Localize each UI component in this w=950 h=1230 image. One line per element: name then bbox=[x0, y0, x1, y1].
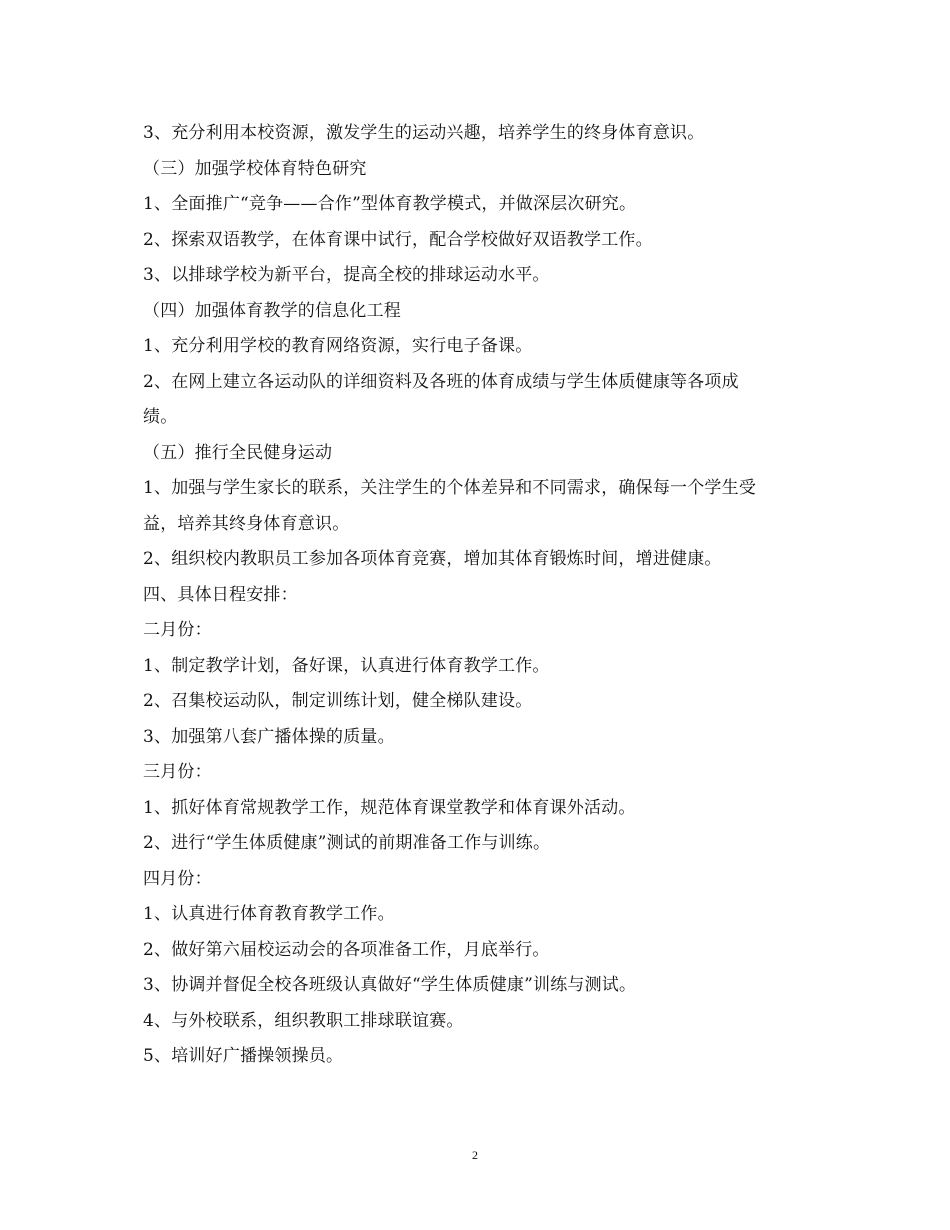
section-heading: （五）推行全民健身运动 bbox=[143, 442, 333, 463]
text-line: 4、与外校联系，组织教职工排球联谊赛。 bbox=[143, 1010, 464, 1031]
text-line: 1、充分利用学校的教育网络资源，实行电子备课。 bbox=[143, 336, 533, 356]
text-line: 5、培训好广播操领操员。 bbox=[143, 1046, 344, 1066]
text-line: 2、在网上建立各运动队的详细资料及各班的体育成绩与学生体质健康等各项成 bbox=[143, 371, 739, 392]
text-line: 1、制定教学计划，备好课，认真进行体育教学工作。 bbox=[143, 655, 550, 676]
text-line: 2、召集校运动队，制定训练计划，健全梯队建设。 bbox=[143, 691, 533, 711]
text-line: 益，培养其终身体育意识。 bbox=[143, 513, 350, 534]
month-heading: 四月份： bbox=[143, 868, 212, 889]
text-line: 1、认真进行体育教育教学工作。 bbox=[143, 904, 395, 924]
text-line: 2、组织校内教职员工参加各项体育竞赛，增加其体育锻炼时间，增进健康。 bbox=[143, 549, 722, 569]
text-line: 3、以排球学校为新平台，提高全校的排球运动水平。 bbox=[143, 265, 550, 285]
text-line: 3、加强第八套广播体操的质量。 bbox=[143, 726, 395, 747]
section-heading: （三）加强学校体育特色研究 bbox=[143, 158, 367, 179]
month-heading: 二月份： bbox=[143, 620, 212, 640]
document-body bbox=[143, 116, 813, 1075]
text-line: 3、协调并督促全校各班级认真做好“学生体质健康”训练与测试。 bbox=[143, 975, 637, 995]
text-line: 1、加强与学生家长的联系，关注学生的个体差异和不同需求，确保每一个学生受 bbox=[143, 478, 757, 498]
page-number: 2 bbox=[472, 1148, 478, 1162]
text-line: 2、做好第六届校运动会的各项准备工作，月底举行。 bbox=[143, 939, 550, 960]
section-heading: （四）加强体育教学的信息化工程 bbox=[143, 300, 401, 321]
text-line: 2、探索双语教学，在体育课中试行，配合学校做好双语教学工作。 bbox=[143, 229, 653, 250]
text-line: 1、全面推广“竞争——合作”型体育教学模式，并做深层次研究。 bbox=[143, 194, 637, 214]
text-line: 3、充分利用本校资源，激发学生的运动兴趣，培养学生的终身体育意识。 bbox=[143, 123, 705, 143]
section-heading: 四、具体日程安排： bbox=[143, 584, 298, 605]
text-line: 1、抓好体育常规教学工作，规范体育课堂教学和体育课外活动。 bbox=[143, 797, 636, 818]
text-line: 2、进行“学生体质健康”测试的前期准备工作与训练。 bbox=[143, 833, 551, 853]
month-heading: 三月份： bbox=[143, 762, 212, 782]
text-line: 绩。 bbox=[143, 407, 178, 427]
